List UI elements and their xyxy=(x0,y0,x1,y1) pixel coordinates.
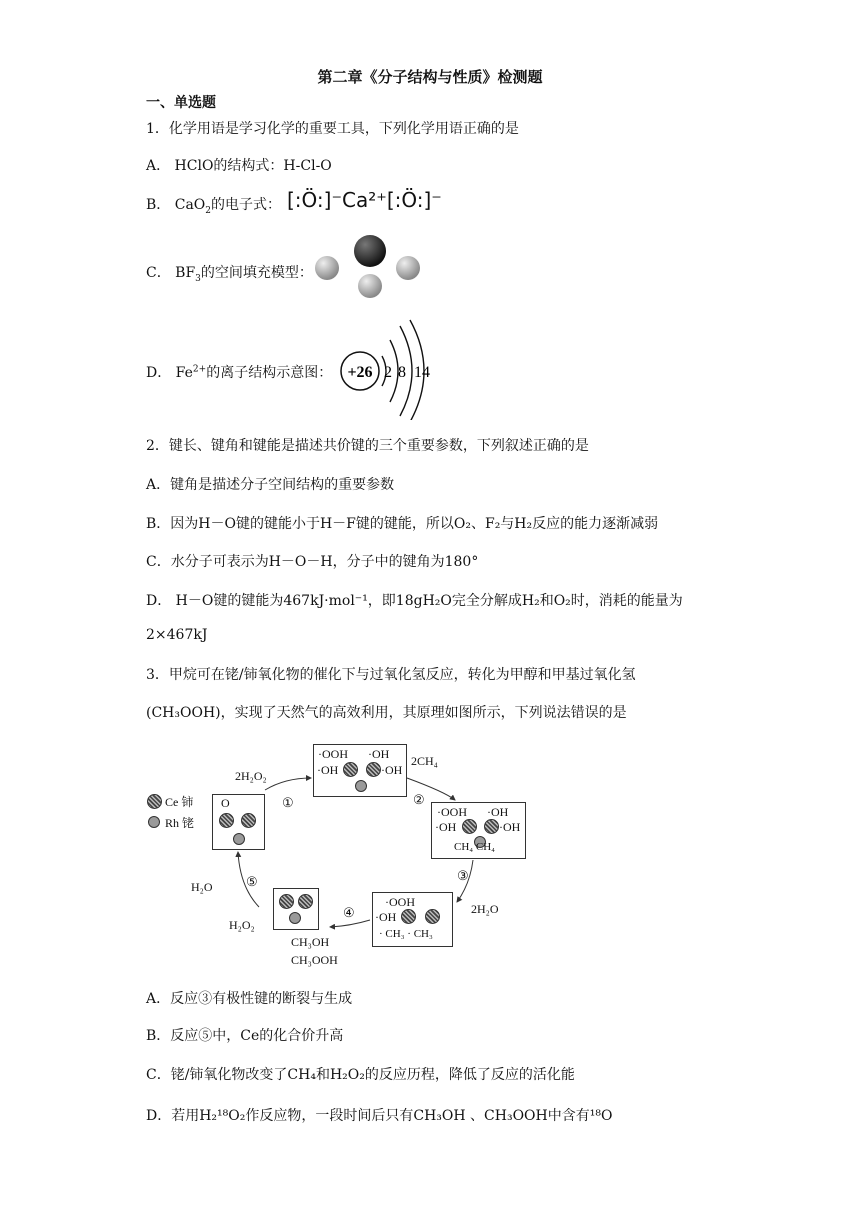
rh-atom xyxy=(233,833,245,845)
rh-atom xyxy=(289,912,301,924)
cao2-electron-formula: [:Ö:]⁻Ca²⁺[:Ö:]⁻ xyxy=(287,188,442,212)
step-4-label: ④ xyxy=(343,905,355,920)
ce-atom xyxy=(279,894,294,909)
q1-option-b: B． CaO$_2$的电子式： xyxy=(146,197,282,216)
ce-atom xyxy=(298,894,313,909)
q1-stem: 1．化学用语是学习化学的重要工具，下列化学用语正确的是 xyxy=(146,121,519,137)
nucleus-charge: +26 xyxy=(347,364,373,381)
ce-atom xyxy=(219,813,234,828)
product-h2o: 2H₂O xyxy=(471,902,499,916)
reagent-h2o2-step5: H₂O₂ xyxy=(229,918,255,932)
catalyst-box-methyl: ·OOH ·OH · CH₃ · CH₃ xyxy=(372,892,453,947)
catalyst-box-methane: ·OOH ·OH ·OH ·OH CH₄ CH₄ xyxy=(431,802,526,859)
step-1-label: ① xyxy=(282,795,294,810)
ce-atom xyxy=(484,819,499,834)
product-ch3ooh: CH₃OOH xyxy=(291,953,338,967)
catalyst-box-peroxide: ·OOH ·OH ·OH ·OH xyxy=(313,744,407,797)
catalytic-cycle-diagram xyxy=(145,742,535,972)
q2-option-d: D． H－O键的键能为467kJ·mol⁻¹，即18gH₂O完全分解成H₂和O₂时，消耗的能量为 xyxy=(146,593,683,609)
ce-atom xyxy=(462,819,477,834)
q2-stem: 2．键长、键角和键能是描述共价键的三个重要参数，下列叙述正确的是 xyxy=(146,438,589,454)
q3-option-c: C．铑/铈氧化物改变了CH₄和H₂O₂的反应历程，降低了反应的活化能 xyxy=(146,1067,575,1083)
ce-atom xyxy=(343,762,358,777)
q1-option-d: D． $Fe^{2+}$的离子结构示意图： xyxy=(146,364,333,381)
product-ch3oh: CH₃OH xyxy=(291,935,330,949)
ce-legend-swatch xyxy=(147,794,162,809)
step-5-label: ⑤ xyxy=(246,874,258,889)
catalyst-box-initial xyxy=(212,794,265,850)
q2-option-a: A．键角是描述分子空间结构的重要参数 xyxy=(146,477,395,493)
rh-atom xyxy=(355,780,367,792)
q3-option-a: A．反应③有极性键的断裂与生成 xyxy=(146,991,353,1007)
ce-atom xyxy=(401,909,416,924)
q3-stem: 3．甲烷可在铑/铈氧化物的催化下与过氧化氢反应，转化为甲醇和甲基过氧化氢 xyxy=(146,667,636,683)
q3-option-d: D．若用H₂¹⁸O₂作反应物，一段时间后只有CH₃OH 、CH₃OOH中含有¹⁸O xyxy=(146,1108,613,1124)
page-title: 第二章《分子结构与性质》检测题 xyxy=(317,68,543,86)
section-heading: 一、单选题 xyxy=(146,95,216,111)
q1-option-a: A． HClO的结构式：H-Cl-O xyxy=(146,158,332,174)
ce-atom xyxy=(366,762,381,777)
q1-option-c: C． $BF_3$的空间填充模型： xyxy=(146,265,313,284)
shell-1-count: 2 xyxy=(384,364,392,381)
o-label: O xyxy=(221,796,230,810)
fe2-ion-structure-diagram xyxy=(338,318,438,420)
ce-atom xyxy=(425,909,440,924)
shell-2-count: 8 xyxy=(398,364,406,381)
catalyst-box-reduced xyxy=(273,888,319,930)
rh-legend-swatch xyxy=(148,816,160,828)
q3-option-b: B．反应⑤中，Ce的化合价升高 xyxy=(146,1028,344,1044)
step-2-label: ② xyxy=(413,792,425,807)
bf3-space-filling-model xyxy=(312,232,424,300)
q2-option-b: B．因为H－O键的键能小于H－F键的键能，所以O₂、F₂与H₂反应的能力逐渐减弱 xyxy=(146,516,659,532)
q2-option-c: C．水分子可表示为H－O－H，分子中的键角为180° xyxy=(146,554,479,570)
ce-atom xyxy=(241,813,256,828)
reagent-h2o2: 2H₂O₂ xyxy=(235,769,267,783)
q3-stem-cont: (CH₃OOH)，实现了天然气的高效利用，其原理如图所示，下列说法错误的是 xyxy=(146,705,627,721)
q2-option-d-cont: 2×467kJ xyxy=(146,627,208,643)
reagent-ch4: 2CH₄ xyxy=(411,754,438,768)
product-water: H₂O xyxy=(191,880,213,894)
ce-legend-label: Ce 铈 xyxy=(165,795,194,809)
shell-3-count: 14 xyxy=(414,364,430,381)
rh-legend-label: Rh 铑 xyxy=(165,816,195,830)
step-3-label: ③ xyxy=(457,868,469,883)
